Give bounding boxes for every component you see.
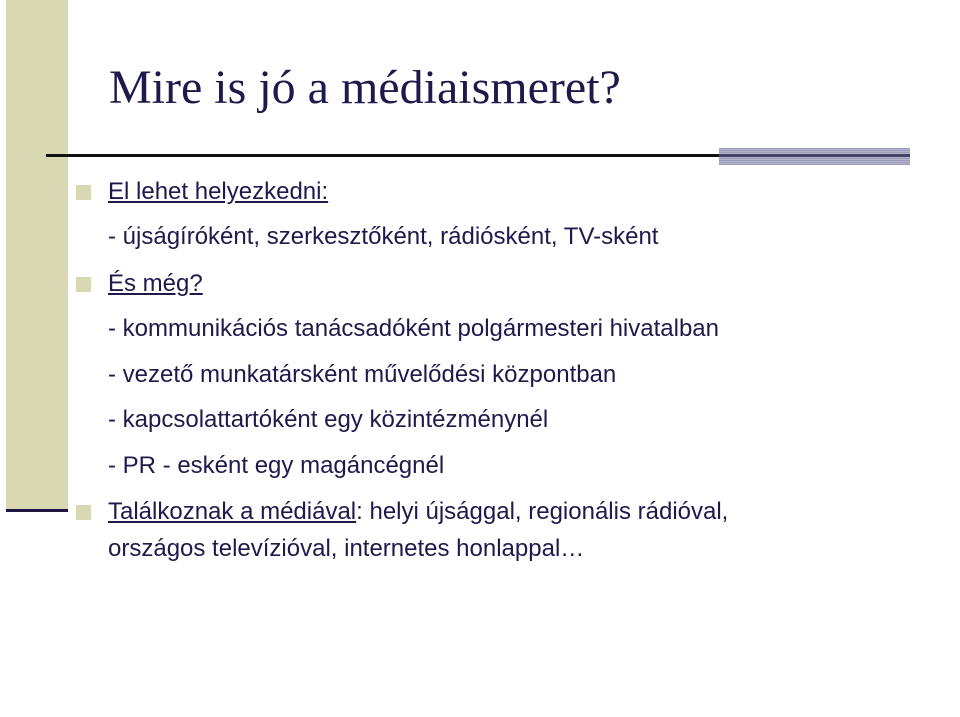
item-heading-media: Találkoznak a médiával (108, 498, 357, 525)
side-decoration-bar (6, 0, 68, 510)
item-media-meetings (108, 497, 728, 527)
item-line: - kapcsolattartóként egy közintézménynél (108, 406, 549, 433)
item-line: - vezető munkatársként művelődési központban (108, 361, 617, 388)
square-bullet-icon (76, 505, 91, 520)
item-line: - PR - esként egy magáncégnél (108, 452, 445, 479)
item-heading-employment: El lehet helyezkedni: (108, 178, 329, 205)
square-bullet-icon (76, 277, 91, 292)
item-heading-and-more: És még? (108, 270, 203, 297)
slide-title: Mire is jó a médiaismeret? (109, 61, 621, 114)
item-line: - újságíróként, szerkesztőként, rádiósként, TV-sként (108, 223, 659, 250)
item-continuation: országos televízióval, internetes honlappal… (108, 535, 585, 562)
square-bullet-icon (76, 185, 91, 200)
item-line: - kommunikációs tanácsadóként polgármesteri hivatalban (108, 315, 719, 342)
title-underline-accent-line (719, 154, 910, 157)
item-heading-media-rest: : helyi újsággal, regionális rádióval, (356, 498, 729, 525)
sidebar-bottom-rule (6, 509, 68, 512)
